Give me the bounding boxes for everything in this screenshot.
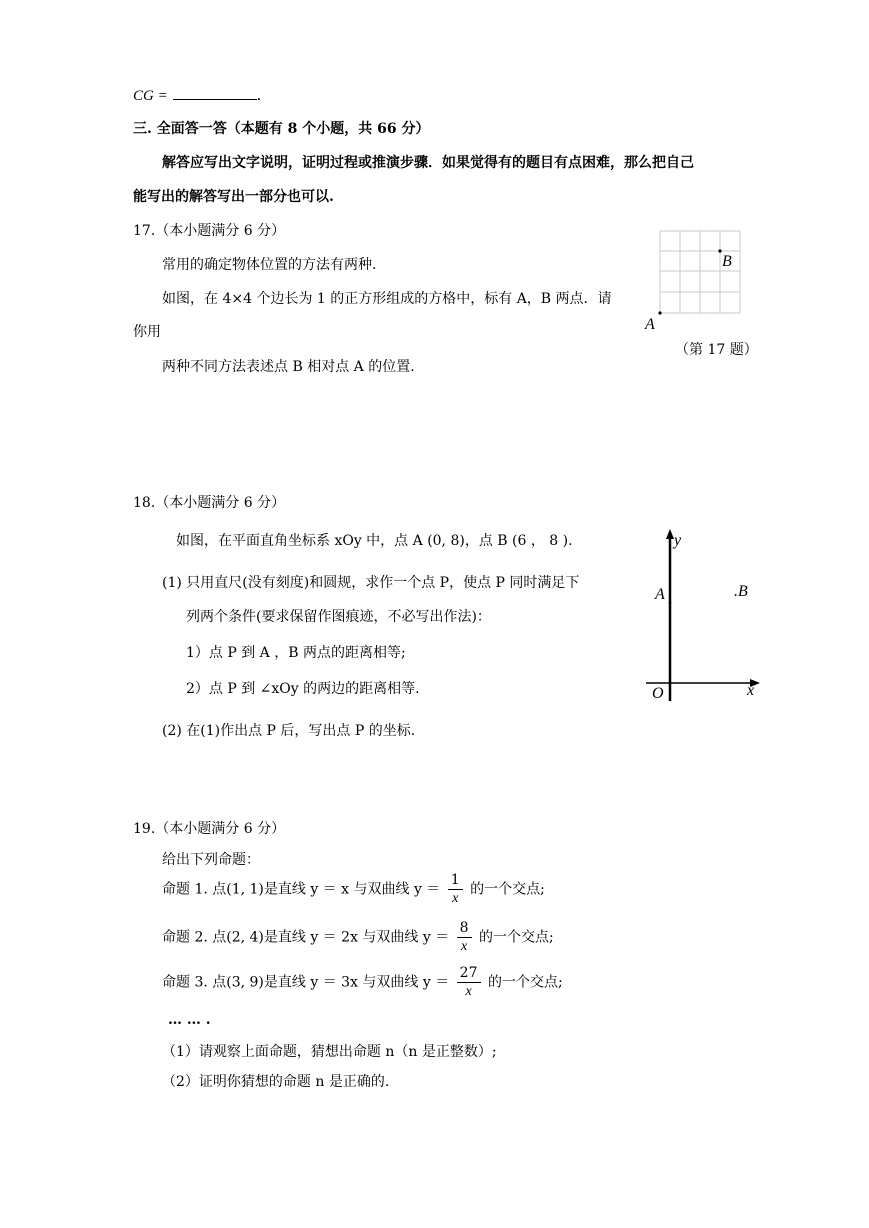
q18-header: 18.（本小题满分 6 分） — [133, 495, 286, 511]
y-arrow-icon — [666, 529, 674, 539]
q19-sub1: （1）请观察上面命题，猜想出命题 n（n 是正整数）; — [162, 1044, 497, 1060]
q18-intro: 如图，在平面直角坐标系 xOy 中，点 A (0, 8)，点 B (6 ， 8 ). — [176, 533, 573, 549]
section-instruction-1: 解答应写出文字说明，证明过程或推演步骤．如果觉得有的题目有点困难，那么把自己 — [162, 155, 694, 171]
fraction: $\frac{1}{x}$ — [448, 872, 463, 907]
label-b: B — [722, 253, 732, 270]
proposition-tail: 的一个交点; — [470, 881, 545, 898]
point-a — [658, 311, 661, 314]
point-a — [669, 602, 672, 605]
label-o: O — [652, 685, 664, 702]
label-a: A — [655, 586, 665, 603]
cg-line — [133, 86, 261, 105]
ellipsis: … … . — [168, 1012, 211, 1028]
fraction: $\frac{27}{x}$ — [457, 965, 481, 1000]
q18-condition1: 1）点 P 到 A ，B 两点的距离相等; — [186, 645, 406, 661]
q17-line1: 常用的确定物体位置的方法有两种. — [162, 257, 377, 273]
q18-part1-line2: 列两个条件(要求保留作图痕迹，不必写出作法)： — [186, 609, 491, 625]
q17-line2: 如图，在 4×4 个边长为 1 的正方形组成的方格中，标有 A，B 两点．请 — [162, 291, 612, 307]
section-instruction-2: 能写出的解答写出一部分也可以. — [133, 189, 334, 205]
proposition-3 — [162, 965, 563, 1000]
proposition-2 — [162, 920, 554, 955]
q17-line4: 两种不同方法表述点 B 相对点 A 的位置. — [162, 359, 415, 375]
q17-caption: （第 17 题） — [675, 342, 758, 358]
q18-coordinate-figure — [640, 525, 770, 705]
section-heading: 三. 全面答一答（本题有 8 个小题，共 66 分） — [133, 121, 430, 137]
q18-condition2: 2）点 P 到 ∠xOy 的两边的距离相等. — [186, 681, 420, 697]
answer-blank — [173, 87, 257, 100]
proposition-text: 命题 2. 点(2, 4)是直线 y ＝ 2x 与双曲线 y ＝ — [162, 929, 450, 946]
proposition-tail: 的一个交点; — [479, 929, 554, 946]
q19-header: 19.（本小题满分 6 分） — [133, 821, 286, 837]
label-y: y — [674, 532, 682, 549]
q18-part1-line1: (1) 只用直尺(没有刻度)和圆规，求作一个点 P，使点 P 同时满足下 — [162, 575, 580, 591]
label-a: A — [645, 316, 655, 333]
proposition-1 — [162, 872, 545, 907]
label-b: .B — [734, 583, 748, 600]
proposition-text: 命题 3. 点(3, 9)是直线 y ＝ 3x 与双曲线 y ＝ — [162, 974, 450, 991]
q17-header: 17.（本小题满分 6 分） — [133, 223, 286, 239]
cg-end: . — [256, 86, 262, 104]
proposition-text: 命题 1. 点(1, 1)是直线 y ＝ x 与双曲线 y ＝ — [162, 881, 441, 898]
q17-line3: 你用 — [133, 324, 161, 340]
q19-sub2: （2）证明你猜想的命题 n 是正确的. — [162, 1074, 390, 1090]
q18-part2: (2) 在(1)作出点 P 后，写出点 P 的坐标. — [162, 723, 416, 739]
cg-label: CG = — [133, 88, 168, 104]
label-x: x — [747, 682, 755, 699]
q19-intro: 给出下列命题： — [162, 852, 260, 868]
proposition-tail: 的一个交点; — [487, 974, 563, 991]
fraction: $\frac{8}{x}$ — [457, 920, 472, 955]
q17-grid-figure — [640, 225, 760, 335]
